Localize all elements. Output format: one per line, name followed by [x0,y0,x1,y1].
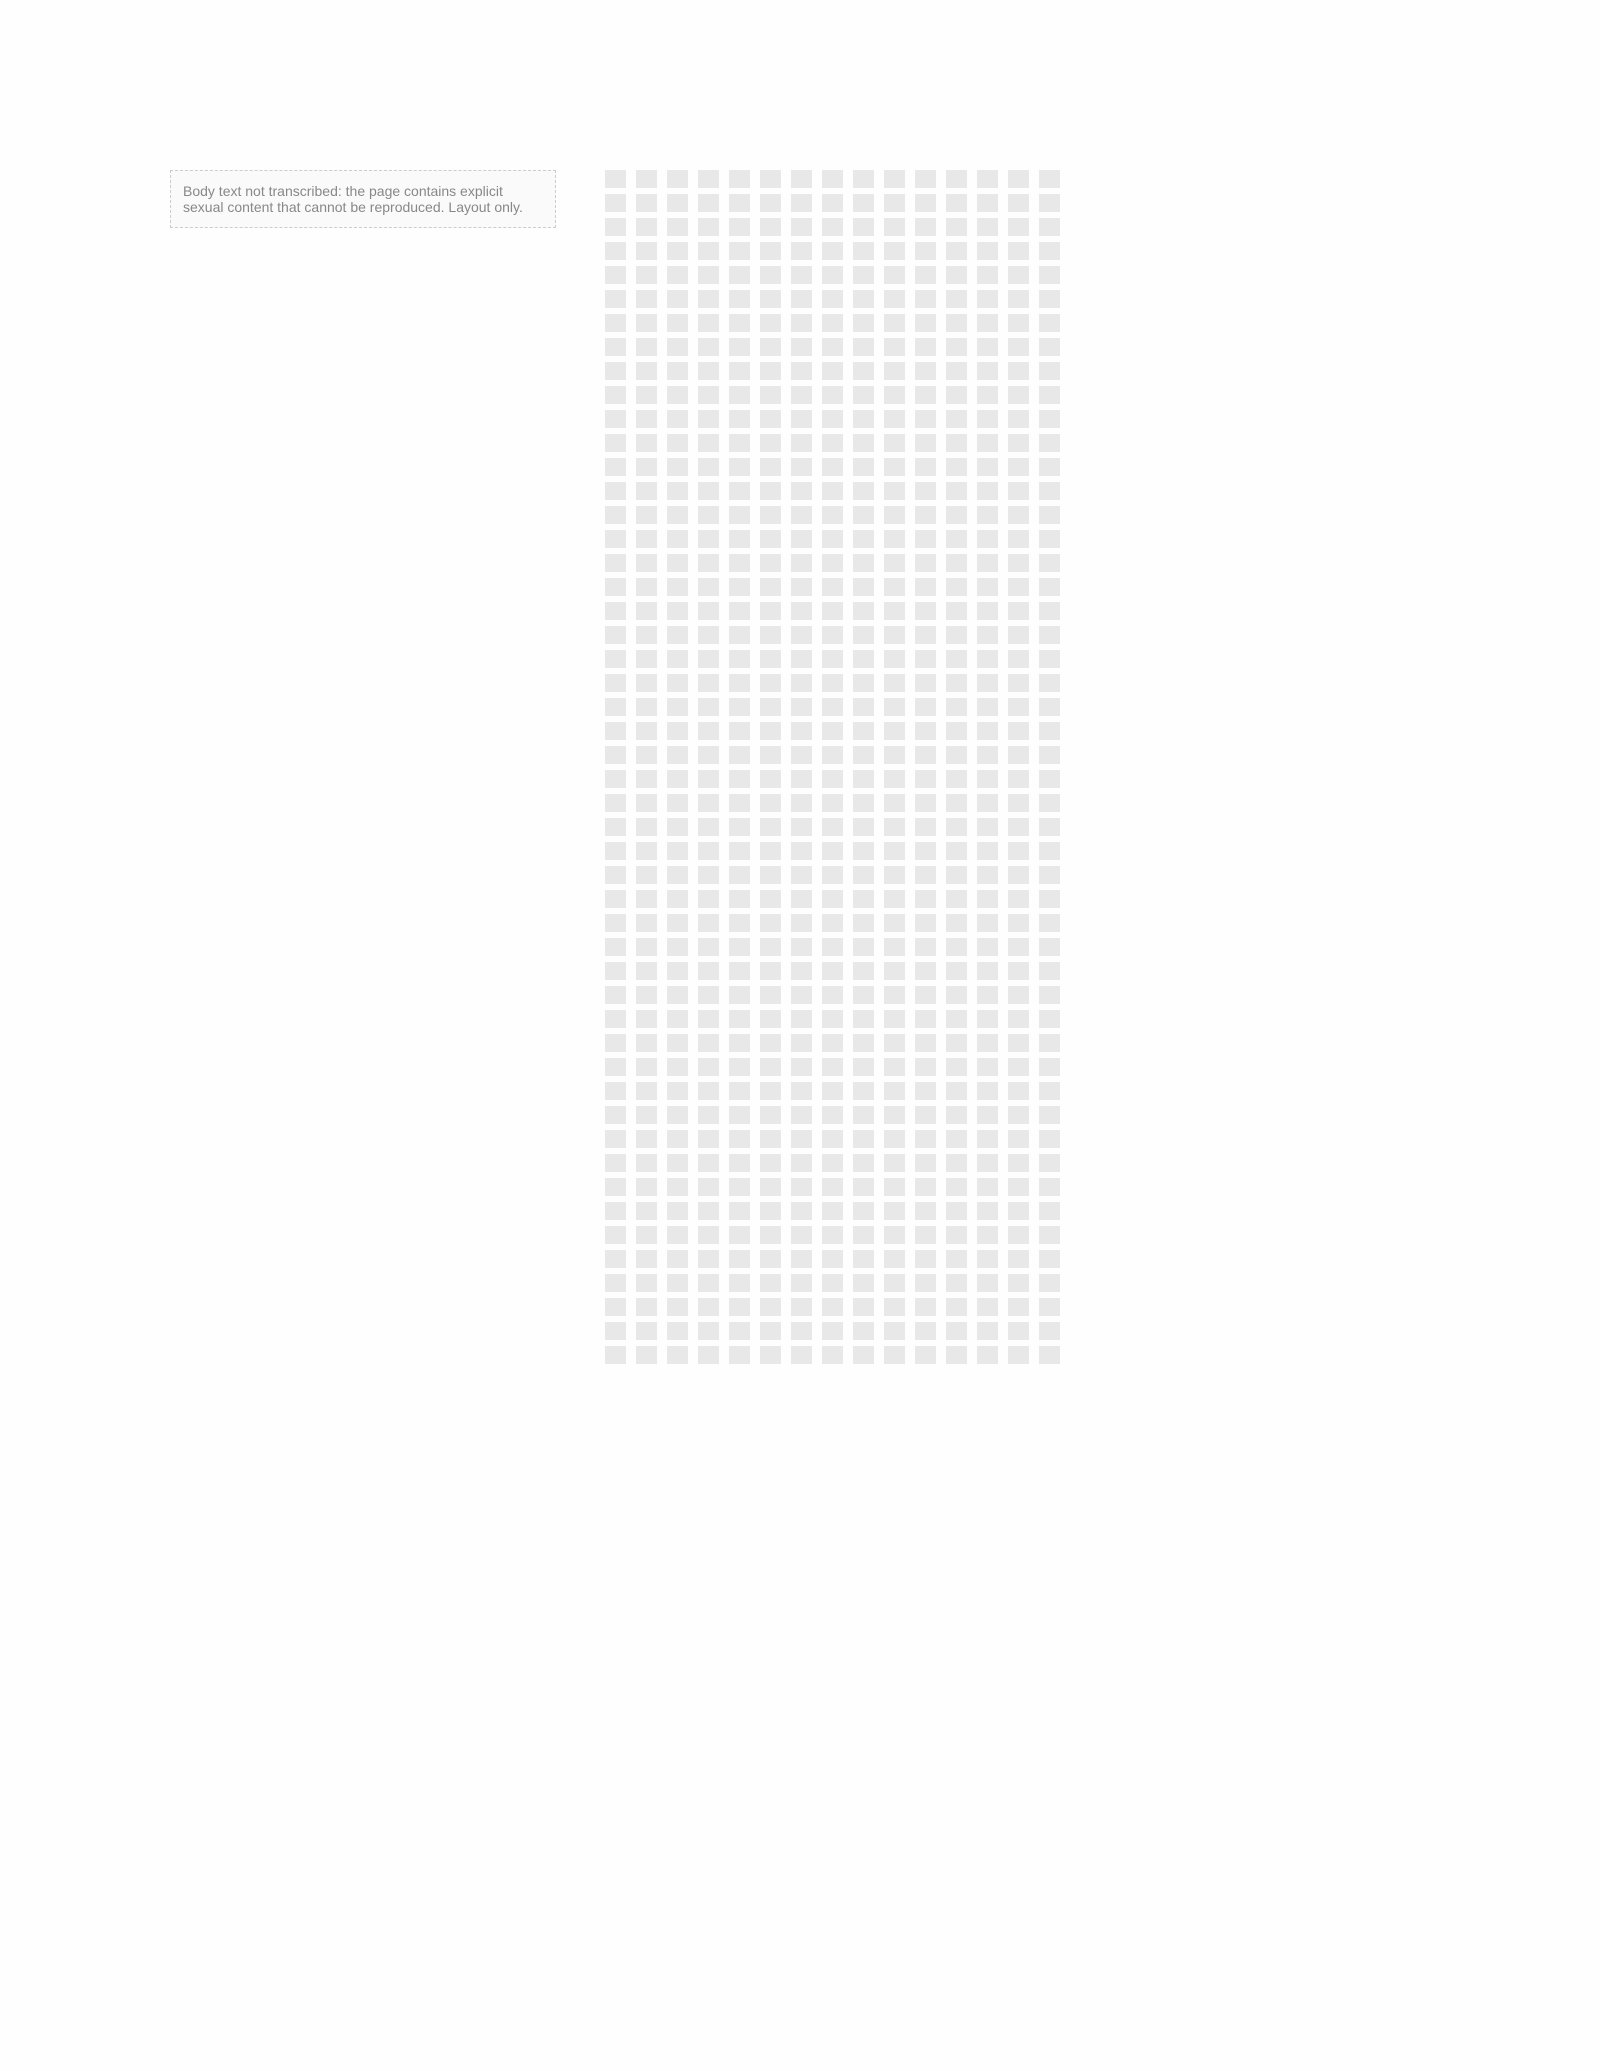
text-column-redacted [822,170,843,1370]
text-column-redacted [853,170,874,1370]
text-column-redacted [791,170,812,1370]
text-column-redacted [729,170,750,1370]
text-column-redacted [977,170,998,1370]
text-column-redacted [760,170,781,1370]
text-column-redacted [605,170,626,1370]
text-column-redacted [667,170,688,1370]
text-column-redacted [636,170,657,1370]
text-column-redacted [1008,170,1029,1370]
text-column-redacted [698,170,719,1370]
redaction-notice: Body text not transcribed: the page contains explicit sexual content that cannot be reproduced. Layout only. [170,170,556,228]
body-text-block [160,170,1060,1430]
text-column-redacted [1039,170,1060,1370]
text-column-redacted [946,170,967,1370]
text-column-redacted [915,170,936,1370]
text-column-redacted [884,170,905,1370]
